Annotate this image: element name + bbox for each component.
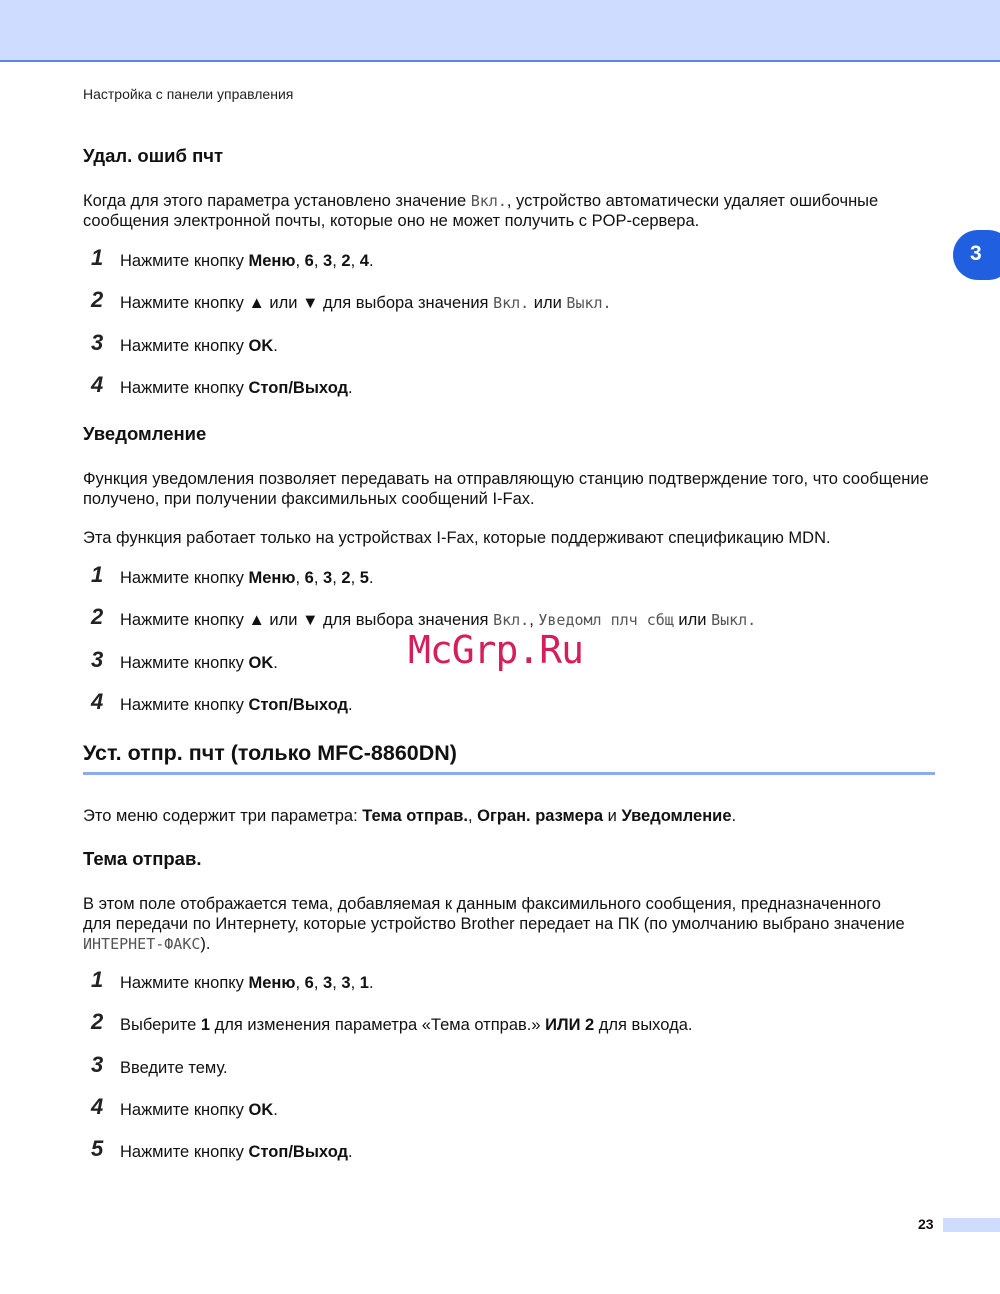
chapter-number: 3 (970, 242, 982, 265)
section-title-notification: Уведомление (83, 423, 207, 444)
step-text: Нажмите кнопку ▲ или ▼ для выбора значения Вкл. или Выкл. (120, 294, 612, 312)
step-text: Нажмите кнопку Стоп/Выход. (120, 379, 353, 397)
step-number: 3 (91, 1052, 104, 1077)
step-number: 3 (91, 647, 104, 672)
section-title-delete-error-mail: Удал. ошиб пчт (83, 145, 224, 166)
step-number: 1 (91, 562, 104, 587)
step-text: Нажмите кнопку OK. (120, 1101, 278, 1119)
page-number: 23 (918, 1216, 934, 1232)
section3-intro: Это меню содержит три параметра: Тема отправ., Огран. размера и Уведомление. (83, 807, 737, 825)
section4-intro: В этом поле отображается тема, добавляемая к данным факсимильного сообщения, предназначенного для передачи по Интернету, которые устройство Brother передает на ПК (по умолчанию выбрано значение ИНТЕРНЕТ-ФАКС). (83, 895, 905, 953)
section1-intro: Когда для этого параметра установлено значение Вкл., устройство автоматически удаляет ошибочные сообщения электронной почты, которые оно не может получить с POP-сервера. (83, 192, 879, 230)
step-text: Нажмите кнопку OK. (120, 654, 278, 672)
step-number: 5 (91, 1136, 104, 1161)
step-number: 1 (91, 967, 104, 992)
section-title-send-subject: Тема отправ. (83, 848, 202, 869)
step-number: 2 (91, 1009, 104, 1034)
step-number: 4 (91, 1094, 104, 1119)
step-number: 3 (91, 330, 104, 355)
step-number: 1 (91, 245, 104, 270)
step-number: 4 (91, 372, 104, 397)
step-text: Нажмите кнопку ▲ или ▼ для выбора значения Вкл., Уведомл плч сбщ или Выкл. (120, 611, 757, 629)
step-text: Нажмите кнопку Стоп/Выход. (120, 696, 353, 714)
running-header: Настройка с панели управления (83, 86, 294, 102)
section2-para2: Эта функция работает только на устройствах I-Fax, которые поддерживают спецификацию MDN. (83, 529, 831, 547)
step-text: Нажмите кнопку Меню, 6, 3, 3, 1. (120, 974, 374, 992)
step-text: Выберите 1 для изменения параметра «Тема отправ.» ИЛИ 2 для выхода. (120, 1016, 693, 1034)
step-text: Нажмите кнопку Стоп/Выход. (120, 1143, 353, 1161)
step-text: Нажмите кнопку OK. (120, 337, 278, 355)
step-number: 4 (91, 689, 104, 714)
section-divider (83, 772, 935, 775)
section2-para1: Функция уведомления позволяет передавать на отправляющую станцию подтверждение того, что сообщение получено, при получении факсимильных сообщений I-Fax. (83, 470, 929, 508)
step-text: Введите тему. (120, 1059, 228, 1077)
section-title-mail-send-setup: Уст. отпр. пчт (только MFC-8860DN) (83, 741, 457, 765)
step-number: 2 (91, 287, 104, 312)
chapter-tab (953, 230, 1000, 280)
step-text: Нажмите кнопку Меню, 6, 3, 2, 5. (120, 569, 374, 587)
header-band (0, 0, 1000, 62)
step-text: Нажмите кнопку Меню, 6, 3, 2, 4. (120, 252, 374, 270)
watermark-logo: McGrp.Ru (408, 628, 584, 672)
step-number: 2 (91, 604, 104, 629)
page-number-bar (943, 1218, 1000, 1232)
